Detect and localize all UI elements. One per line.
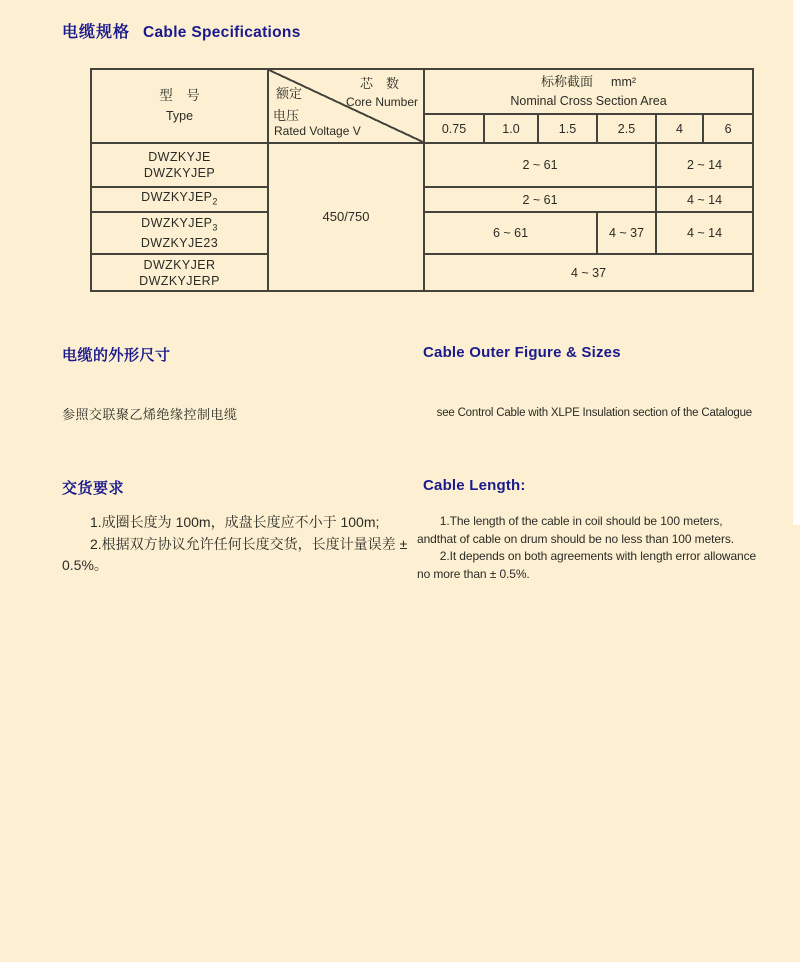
diagonal-split-cell: [269, 70, 423, 142]
header-cross-section: [424, 69, 753, 114]
page-title: [62, 19, 301, 42]
delivery-paragraph-zh: [62, 512, 428, 577]
core-range-cell: 4 ~ 37: [597, 212, 656, 254]
model-name: DWZKYJEP: [143, 166, 216, 180]
model-subscript: 3: [212, 222, 218, 233]
core-range-cell: 2 ~ 61: [424, 143, 656, 187]
page-title-zh: 电缆规格: [62, 24, 131, 41]
page-title-en: Cable Specifications: [143, 24, 301, 41]
size-col-0: 0.75: [424, 114, 484, 143]
outer-size-heading-zh: 电缆的外形尺寸: [62, 347, 171, 364]
core-range-cell: 2 ~ 61: [424, 187, 656, 212]
page-edge-strip: [793, 0, 800, 525]
header-cross-section-zh: 标称截面: [541, 74, 594, 90]
header-type: [91, 69, 268, 143]
model-cell-row0: [91, 143, 268, 187]
delivery-heading-en: Cable Length:: [423, 477, 526, 494]
header-core-zh: 芯 数: [359, 76, 399, 91]
core-range-cell: 2 ~ 14: [656, 143, 753, 187]
header-type-en: Type: [165, 109, 194, 123]
header-type-zh: 型 号: [159, 88, 200, 103]
outer-size-heading-en: Cable Outer Figure & Sizes: [423, 344, 621, 361]
size-col-1: 1.0: [484, 114, 538, 143]
size-col-2: 1.5: [538, 114, 597, 143]
model-cell-row2: [91, 212, 268, 254]
outer-size-note-zh: 参照交联聚乙烯绝缘控制电缆: [62, 407, 238, 422]
table-row: [91, 143, 753, 187]
model-name: $DWZKYJEP_3$: [141, 215, 218, 233]
header-core-en: Core Number: [345, 95, 418, 109]
model-name: DWZKYJER: [143, 257, 216, 272]
header-voltage-en: Rated Voltage V: [274, 124, 361, 138]
core-range-cell: 4 ~ 14: [656, 187, 753, 212]
model-cell-row3: [91, 254, 268, 291]
model-name: $DWZKYJEP_2$: [141, 190, 218, 207]
header-cross-section-unit: mm²: [611, 75, 637, 90]
header-voltage-zh1: 额定: [276, 86, 303, 101]
delivery-en-item2: 2.It depends on both agreements with length error allowance no more than ± 0.5%.: [417, 549, 757, 581]
size-col-4: 4: [656, 114, 703, 143]
cable-spec-table: [90, 68, 754, 292]
delivery-paragraph-en: [417, 513, 759, 583]
model-name: DWZKYJE: [148, 150, 211, 164]
delivery-en-item1: 1.The length of the cable in coil should be 100 meters, andthat of cable on drum should be no less than 100 meters.: [417, 514, 734, 546]
outer-size-note-en: see Control Cable with XLPE Insulation section of the Catalogue: [436, 407, 752, 419]
size-col-3: 2.5: [597, 114, 656, 143]
model-name: DWZKYJE23: [140, 236, 219, 251]
delivery-zh-item1: 1.成圈长度为 100m，成盘长度应不小于 100m;: [90, 514, 380, 530]
delivery-zh-item2: 2.根据双方协议允许任何长度交货，长度计量误差 ± 0.5%。: [62, 535, 408, 573]
model-name: DWZKYJERP: [139, 273, 220, 288]
header-voltage-zh2: 电压: [273, 108, 300, 123]
header-cross-section-en: Nominal Cross Section Area: [510, 94, 667, 109]
core-range-cell: 4 ~ 37: [424, 254, 753, 291]
rated-voltage-cell: 450/750: [268, 143, 424, 291]
core-range-cell: 4 ~ 14: [656, 212, 753, 254]
size-col-5: 6: [703, 114, 753, 143]
core-range-cell: 6 ~ 61: [424, 212, 597, 254]
model-subscript: 2: [212, 196, 218, 207]
header-voltage-core: [268, 69, 424, 143]
delivery-heading-zh: 交货要求: [62, 480, 125, 497]
model-cell-row1: [91, 187, 268, 212]
